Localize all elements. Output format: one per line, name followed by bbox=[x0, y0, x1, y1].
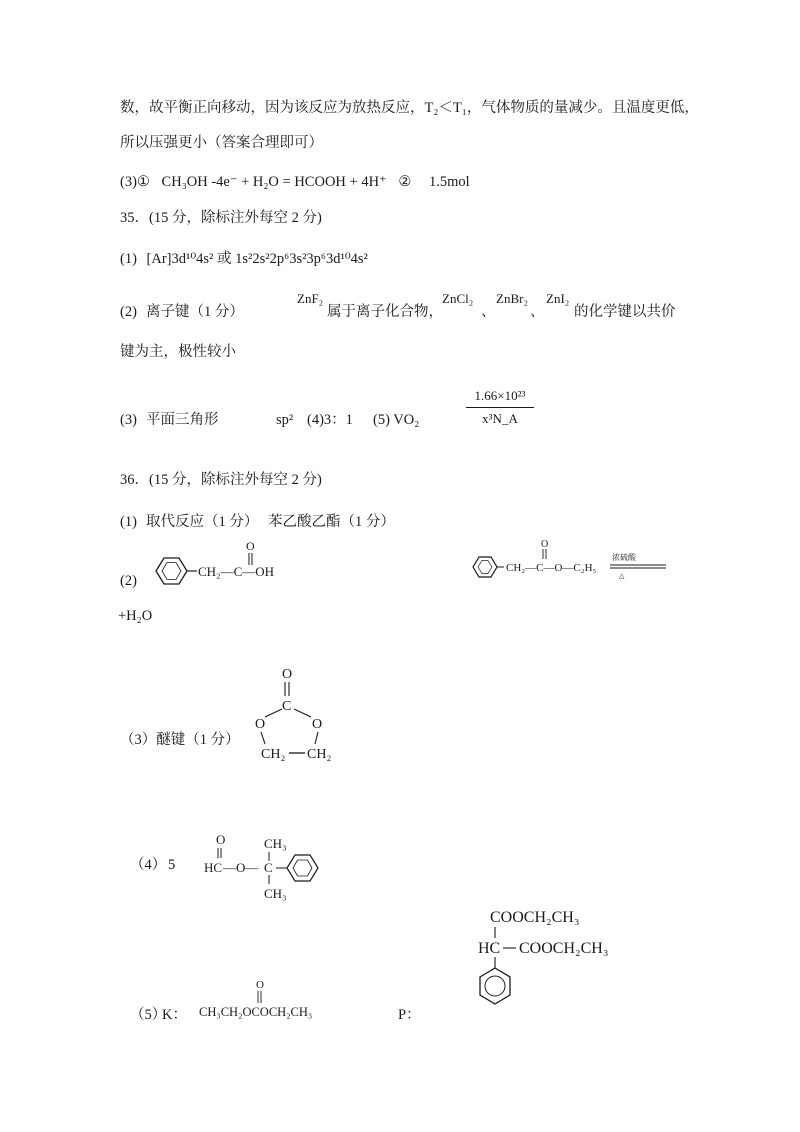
q35-p1-label: (1) bbox=[120, 251, 137, 267]
phenylacetic-acid-structure bbox=[150, 538, 310, 590]
q35-p4: (4)3：1 bbox=[307, 412, 353, 428]
q35-p2-line2: 键为主，极性较小 bbox=[120, 344, 236, 360]
q36-p1-text: 取代反应（1 分） bbox=[146, 514, 259, 530]
diethyl-phenylmalonate-structure bbox=[470, 900, 640, 1015]
q36-p5-label: （5） bbox=[130, 1007, 167, 1023]
carbonate-o-left: O bbox=[255, 717, 266, 732]
q36-p3-label: （3）醚键（1 分） bbox=[120, 732, 240, 748]
formula-zncl2: ZnCl₂ bbox=[442, 291, 474, 306]
q36-p4-count: 5 bbox=[168, 857, 176, 873]
density-fraction bbox=[466, 388, 534, 427]
q35-p3-text: 平面三角形 bbox=[146, 412, 219, 428]
p-hc: HC bbox=[478, 940, 501, 957]
reactant-carbonyl-o: O bbox=[246, 539, 255, 553]
ethyl-phenylacetate-structure bbox=[470, 538, 670, 584]
formate-ester-o: —O— bbox=[223, 860, 259, 875]
q35-p2-text-c: 的化学键以共价 bbox=[574, 304, 676, 320]
q35-p1 bbox=[120, 252, 368, 267]
q36-header: 36．(15 分，除标注外每空 2 分) bbox=[120, 472, 322, 488]
q35-p3-hybrid: sp² bbox=[276, 412, 294, 428]
ethylene-carbonate-structure bbox=[245, 662, 360, 772]
diethyl-carbonate-structure bbox=[195, 975, 335, 1021]
q36-p2-water: +H₂O bbox=[118, 608, 153, 624]
q36-p5-k-label: K： bbox=[162, 1007, 187, 1023]
carbonate-c: C bbox=[282, 699, 292, 714]
sep-1: 、 bbox=[481, 304, 496, 320]
circled-2: ② bbox=[398, 174, 412, 190]
formula-znbr2: ZnBr₂ bbox=[496, 291, 528, 306]
q35-p2-text-a: 离子键（1 分） bbox=[146, 304, 244, 320]
electrode-equation: CH₃OH -4e⁻ + H₂O = HCOOH + 4H⁺ bbox=[161, 174, 387, 190]
k-formula: CH₃CH₂OCOCH₂CH₃ bbox=[199, 1005, 313, 1019]
q36-p1-label: (1) bbox=[120, 514, 137, 530]
formula-znf2: ZnF₂ bbox=[297, 291, 324, 306]
product-carbonyl-o: O bbox=[541, 539, 549, 550]
product-chain: CH₂—C—O—C₂H₅ bbox=[506, 562, 597, 574]
reaction-condition-top: 浓硫酸 bbox=[612, 553, 636, 562]
formate-ch3-top: CH₃ bbox=[264, 836, 287, 851]
formate-quaternary-c: C bbox=[264, 860, 273, 875]
reactant-chain: CH₂—C—OH bbox=[198, 564, 275, 579]
carbonate-o-top: O bbox=[282, 667, 293, 682]
q35-p5: (5) VO₂ bbox=[373, 412, 420, 428]
q34-3-answer: 1.5mol bbox=[428, 174, 470, 190]
q36-p5-p-label: P： bbox=[398, 1007, 421, 1023]
carbonate-o-right: O bbox=[312, 717, 323, 732]
sep-2: 、 bbox=[530, 304, 545, 320]
q36-p4-label: （4） bbox=[130, 857, 167, 873]
para-line-1: 数，故平衡正向移动，因为该反应为放热反应，T₂＜T₁，气体物质的量减少。且温度更低， bbox=[120, 100, 699, 116]
q35-p2-label: (2) bbox=[120, 304, 137, 320]
fraction-numerator: 1.66×10²³ bbox=[466, 388, 534, 408]
formula-zni2: ZnI₂ bbox=[546, 291, 570, 306]
electron-configuration: [Ar]3d¹⁰4s² 或 1s²2s²2p⁶3s²3p⁶3d¹⁰4s² bbox=[146, 251, 368, 267]
q34-3-line bbox=[120, 175, 470, 190]
circled-1: ① bbox=[136, 174, 150, 190]
q34-3-label: (3) bbox=[120, 174, 137, 190]
q36-p2-label: (2) bbox=[120, 573, 137, 589]
carbonate-ch2-right: CH₂ bbox=[307, 747, 332, 762]
p-ester-top: COOCH₂CH₃ bbox=[490, 909, 580, 926]
formate-o: O bbox=[216, 832, 226, 847]
k-carbonyl-o: O bbox=[256, 979, 264, 991]
carbonate-ch2-left: CH₂ bbox=[261, 747, 286, 762]
q35-p2-text-b: 属于离子化合物， bbox=[327, 304, 443, 320]
formate-hc: HC bbox=[204, 860, 223, 875]
formate-ester-structure bbox=[200, 826, 330, 906]
q35-p3-label: (3) bbox=[120, 412, 137, 428]
fraction-denominator: x³N_A bbox=[482, 411, 518, 426]
q36-p1-name: 苯乙酸乙酯（1 分） bbox=[268, 514, 395, 530]
para-line-2: 所以压强更小（答案合理即可） bbox=[120, 135, 323, 151]
q35-header: 35．(15 分，除标注外每空 2 分) bbox=[120, 210, 322, 226]
formate-ch3-bottom: CH₃ bbox=[264, 886, 287, 901]
reaction-condition-bottom: △ bbox=[619, 572, 625, 580]
p-ester-right: COOCH₂CH₃ bbox=[519, 940, 609, 957]
